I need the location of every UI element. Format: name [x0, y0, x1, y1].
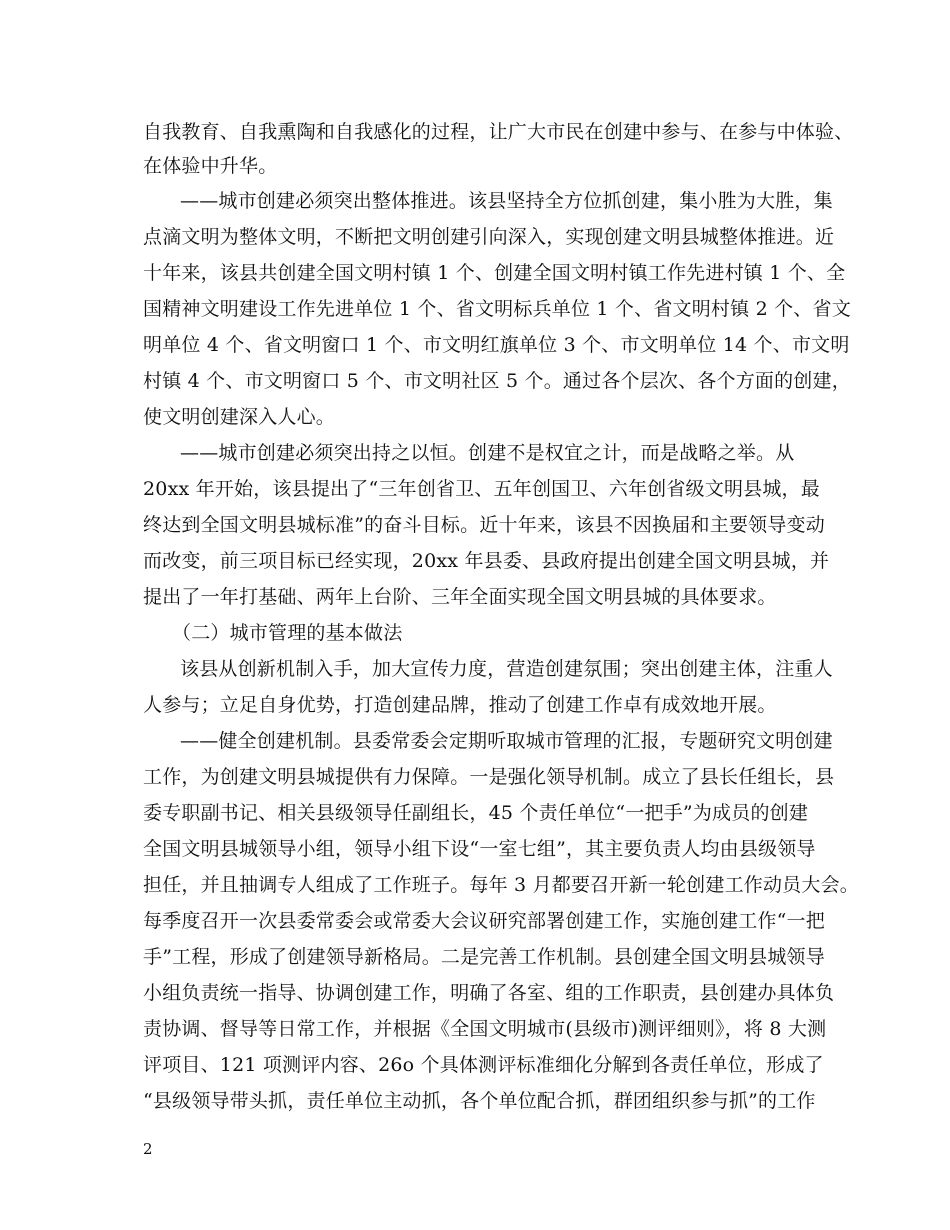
text-line: 提出了一年打基础、两年上台阶、三年全面实现全国文明县城的具体要求。 [143, 586, 777, 608]
section-heading: （二）城市管理的基本做法 [172, 622, 403, 644]
text-line: 而改变，前三项目标已经实现，20xx 年县委、县政府提出创建全国文明县城，并 [143, 550, 830, 572]
text-line: 担任，并且抽调专人组成了工作班子。每年 3 月都要召开新一轮创建工作动员大会。 [143, 874, 859, 896]
text-line: 点滴文明为整体文明，不断把文明创建引向深入，实现创建文明县城整体推进。近 [143, 226, 835, 248]
text-line: 村镇 4 个、市文明窗口 5 个、市文明社区 5 个。通过各个层次、各个方面的创建， [143, 370, 851, 392]
text-line: “县级领导带头抓，责任单位主动抓，各个单位配合抓，群团组织参与抓”的工作 [143, 1090, 816, 1112]
text-line: 20xx 年开始，该县提出了“三年创省卫、五年创国卫、六年创省级文明县城，最 [143, 478, 820, 500]
text-line: 手”工程，形成了创建领导新格局。二是完善工作机制。县创建全国文明县城领导 [143, 946, 825, 968]
page-number: 2 [143, 1140, 153, 1158]
text-line: ——城市创建必须突出整体推进。该县坚持全方位抓创建，集小胜为大胜，集 [180, 190, 833, 212]
text-line: 国精神文明建设工作先进单位 1 个、省文明标兵单位 1 个、省文明村镇 2 个、省文 [143, 298, 851, 320]
text-line: ——城市创建必须突出持之以恒。创建不是权宜之计，而是战略之举。从 [180, 442, 795, 464]
text-line: 工作，为创建文明县城提供有力保障。一是强化领导机制。成立了县长任组长，县 [143, 766, 835, 788]
text-line: 该县从创新机制入手，加大宣传力度，营造创建氛围；突出创建主体，注重人 [180, 658, 833, 680]
text-line: 终达到全国文明县城标准”的奋斗目标。近十年来，该县不因换届和主要领导变动 [143, 514, 825, 536]
text-line: 在体验中升华。 [143, 155, 278, 177]
text-line: 自我教育、自我熏陶和自我感化的过程，让广大市民在创建中参与、在参与中体验、 [143, 121, 854, 143]
text-line: 小组负责统一指导、协调创建工作，明确了各室、组的工作职责，县创建办具体负 [143, 982, 835, 1004]
text-line: ——健全创建机制。县委常委会定期听取城市管理的汇报，专题研究文明创建 [180, 730, 833, 752]
text-line: 使文明创建深入人心。 [143, 406, 336, 428]
text-line: 明单位 4 个、省文明窗口 1 个、市文明红旗单位 3 个、市文明单位 14 个、市文明 [143, 334, 850, 356]
text-line: 委专职副书记、相关县级领导任副组长，45 个责任单位“一把手”为成员的创建 [143, 802, 809, 824]
text-line: 人参与；立足自身优势，打造创建品牌，推动了创建工作卓有成效地开展。 [143, 694, 777, 716]
text-line: 每季度召开一次县委常委会或常委大会议研究部署创建工作，实施创建工作“一把 [143, 910, 825, 932]
text-line: 责协调、督导等日常工作，并根据《全国文明城市(县级市)测评细则》，将 8 大测 [143, 1018, 827, 1040]
text-line: 十年来，该县共创建全国文明村镇 1 个、创建全国文明村镇工作先进村镇 1 个、全 [143, 262, 846, 284]
text-line: 评项目、121 项测评内容、26o 个具体测评标准细化分解到各责任单位，形成了 [143, 1054, 824, 1076]
text-line: 全国文明县城领导小组，领导小组下设“一室七组”，其主要负责人均由县级领导 [143, 838, 816, 860]
